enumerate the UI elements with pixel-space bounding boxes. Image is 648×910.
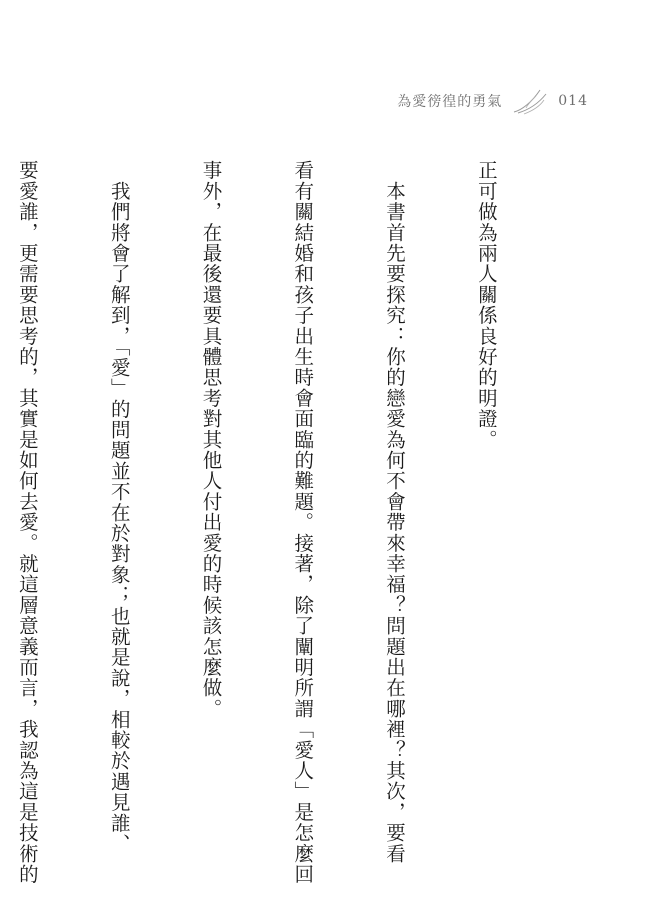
text-line: 要愛誰，更需要思考的，其實是如何去愛。就這層意義而言，我認為這是技術的	[15, 160, 39, 885]
running-header	[397, 86, 588, 116]
text-line: 正可做為兩人關係良好的明證。	[474, 160, 498, 450]
swirl-ornament-icon	[510, 86, 550, 116]
text-line: 本書首先要探究：你的戀愛為何不會帶來幸福？問題出在哪裡？其次，要看	[383, 160, 407, 864]
text-line: 看有關結婚和孩子出生時會面臨的難題。接著，除了闡明所謂「愛人」是怎麼回	[291, 160, 315, 885]
body-text	[0, 160, 562, 885]
book-title: 為愛徬徨的勇氣	[397, 94, 503, 110]
text-line: 事外，在最後還要具體思考對其他人付出愛的時候該怎麼做。	[199, 160, 223, 719]
page-number: 014	[558, 93, 588, 109]
text-line: 我們將會了解到，「愛」的問題並不在於對象；也就是說，相較於遇見誰、	[107, 160, 131, 855]
